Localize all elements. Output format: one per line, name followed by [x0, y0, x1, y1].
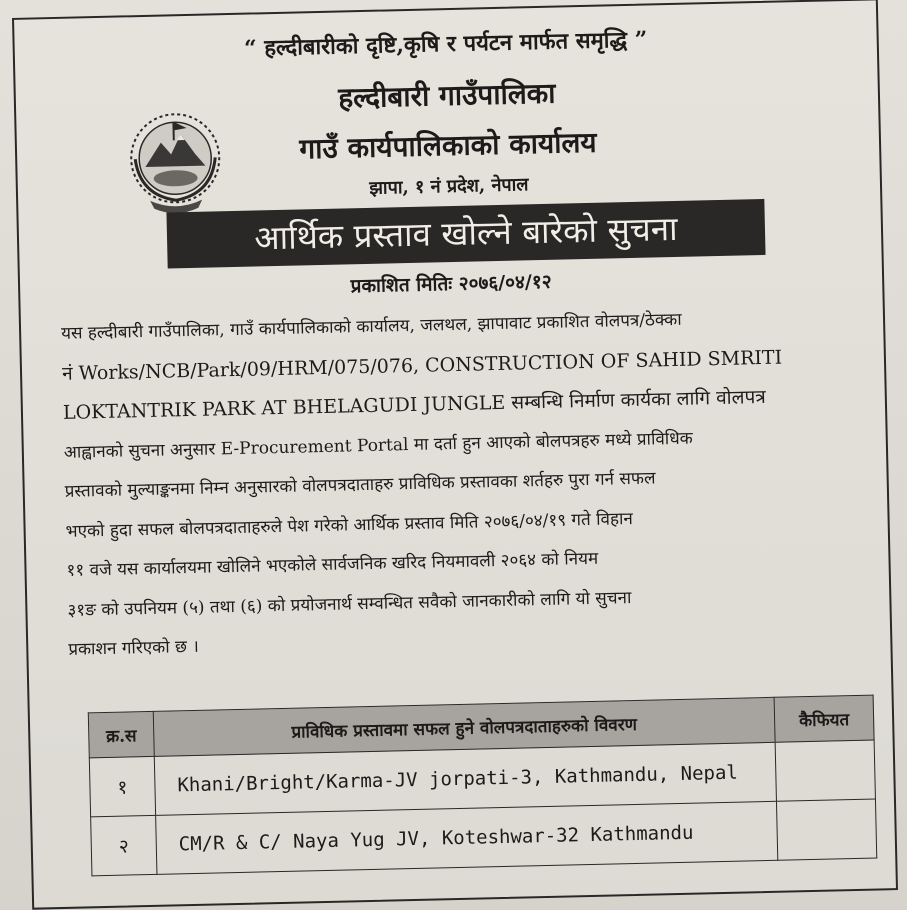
body-line: LOKTANTRIK PARK AT BHELAGUDI JUNGLE सम्बन्धि निर्माण कार्यका लागि वोलपत्र [62, 385, 766, 424]
body-line: भएको हुदा सफल बोलपत्रदाताहरुले पेश गरेको आर्थिक प्रस्ताव मिति २०७६/०४/१९ गते विहान [65, 508, 634, 542]
body-line: यस हल्दीबारी गाउँपालिका, गाउँ कार्यपालिकाको कार्यालय, जलथल, झापावाट प्रकाशित वोलपत्र/ठेक्का [60, 309, 682, 344]
body-line: प्रस्तावको मुल्याङ्कनमा निम्न अनुसारको वोलपत्रदाताहरु प्राविधिक प्रस्तावका शर्तहरु पुरा गर्न सफल [64, 468, 656, 502]
row-serial: १ [89, 756, 155, 816]
row-remarks [775, 740, 875, 801]
notice-title: आर्थिक प्रस्ताव खोल्ने बारेको सुचना [166, 199, 765, 269]
body-line: ११ वजे यस कार्यालयमा खोलिने भएकोले सार्वजनिक खरिद नियमावली २०६४ को नियम [66, 548, 599, 581]
row-remarks [776, 799, 876, 860]
municipality-name: हल्दीबारी गाउँपालिका [337, 76, 556, 115]
notice-frame [12, 0, 898, 910]
address: झापा, १ नं प्रदेश, नेपाल [369, 174, 529, 199]
header-remarks: कैफियत [774, 695, 874, 742]
header-serial: क्र.स [88, 711, 154, 757]
office-name: गाउँ कार्यपालिकाको कार्यालय [299, 125, 597, 166]
bidders-table [88, 695, 878, 877]
row-bidder: CM/R & C/ Naya Yug JV, Koteshwar-32 Kathmandu [156, 801, 778, 874]
body-line: आह्वानको सुचना अनुसार E-Procurement Portal मा दर्ता हुन आएको बोलपत्रहरु मध्ये प्राविधिक [63, 428, 693, 463]
notice-body [61, 297, 859, 670]
row-serial: २ [91, 815, 157, 875]
body-line: प्रकाशन गरिएको छ । [68, 636, 200, 660]
body-line: ३१ङ को उपनियम (५) तथा (६) को प्रयोजनार्थ सम्वन्धित सवैको जानकारीको लागि यो सुचना [67, 587, 632, 621]
row-bidder: Khani/Bright/Karma-JV jorpati-3, Kathmandu, Nepal [154, 742, 776, 815]
slogan: “ हल्दीबारीको दृष्टि,कृषि र पर्यटन मार्फत समृद्धि ” [243, 26, 648, 62]
published-date: प्रकाशित मितिः २०७६/०४/१२ [350, 270, 552, 298]
body-line: नं Works/NCB/Park/09/HRM/075/076, CONSTRUCTION OF SAHID SMRITI [61, 346, 783, 385]
header-details: प्राविधिक प्रस्तावमा सफल हुने वोलपत्रदाताहरुको विवरण [153, 697, 775, 756]
